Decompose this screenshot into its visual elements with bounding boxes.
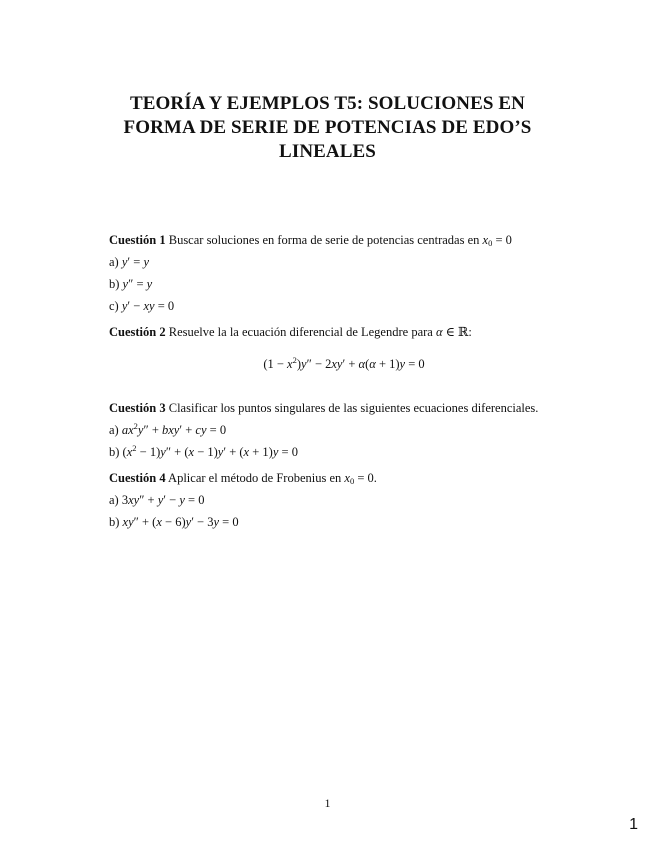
equation: y′ − xy = 0 xyxy=(121,299,175,313)
question-1-item-a xyxy=(109,251,579,273)
question-4-label: Cuestión 4 xyxy=(109,471,166,485)
question-2-formula: α ∈ ℝ: xyxy=(435,325,472,339)
question-1-item-b xyxy=(109,273,579,295)
document-title xyxy=(80,92,575,164)
question-3-text: Clasificar los puntos singulares de las siguientes ecuaciones diferenciales. xyxy=(168,401,539,415)
item-label: a) xyxy=(109,423,119,437)
question-2-text: Resuelve la la ecuación diferencial de Legendre para xyxy=(168,325,433,339)
equation: xy″ + (x − 6)y′ − 3y = 0 xyxy=(122,515,239,529)
item-label: b) xyxy=(109,515,120,529)
equation: $ax^2y'' + bxy'$ + cy = 0 xyxy=(121,421,227,437)
question-2-label: Cuestión 2 xyxy=(109,325,166,339)
equation: y′ = y xyxy=(121,255,150,269)
question-3-item-b xyxy=(109,441,579,463)
item-label: c) xyxy=(109,299,119,313)
title-line-2: FORMA DE SERIE DE POTENCIAS DE EDO’S xyxy=(123,117,532,138)
question-4-text: Aplicar el método de Frobenius en xyxy=(168,471,342,485)
question-1-item-c xyxy=(109,295,579,317)
question-4-formula: $x_0 = 0$. xyxy=(344,471,377,486)
question-1-formula: $x_0 = 0$ xyxy=(482,233,512,248)
legendre-equation: $(1 - x^2)y'' - 2xy' + \alpha(\alpha + 1)y = 0$ xyxy=(263,355,425,371)
equation: $(x^2 - 1)y'' + (x - 1)y' + (x + 1)y = 0$ xyxy=(122,443,298,459)
question-3-label: Cuestión 3 xyxy=(109,401,166,415)
title-line-1: TEORÍA Y EJEMPLOS T5: SOLUCIONES EN xyxy=(129,93,526,114)
question-3-item-a xyxy=(109,419,579,441)
question-3 xyxy=(109,397,579,419)
item-label: b) xyxy=(109,445,120,459)
item-label: a) xyxy=(109,493,119,507)
question-4 xyxy=(109,467,579,489)
question-1-text: Buscar soluciones en forma de serie de potencias centradas en xyxy=(168,233,480,247)
viewer-page-indicator: 1 xyxy=(629,816,638,833)
question-1-label: Cuestión 1 xyxy=(109,233,166,247)
question-4-item-b xyxy=(109,511,579,533)
equation: y″ = y xyxy=(122,277,153,291)
equation: 3xy″ + y′ − y = 0 xyxy=(121,493,205,507)
document-body xyxy=(109,229,579,533)
page-number: 1 xyxy=(324,796,331,810)
item-label: a) xyxy=(109,255,119,269)
item-label: b) xyxy=(109,277,120,291)
question-4-item-a xyxy=(109,489,579,511)
question-1 xyxy=(109,229,579,251)
title-line-3: LINEALES xyxy=(279,141,376,162)
question-2 xyxy=(109,321,579,343)
